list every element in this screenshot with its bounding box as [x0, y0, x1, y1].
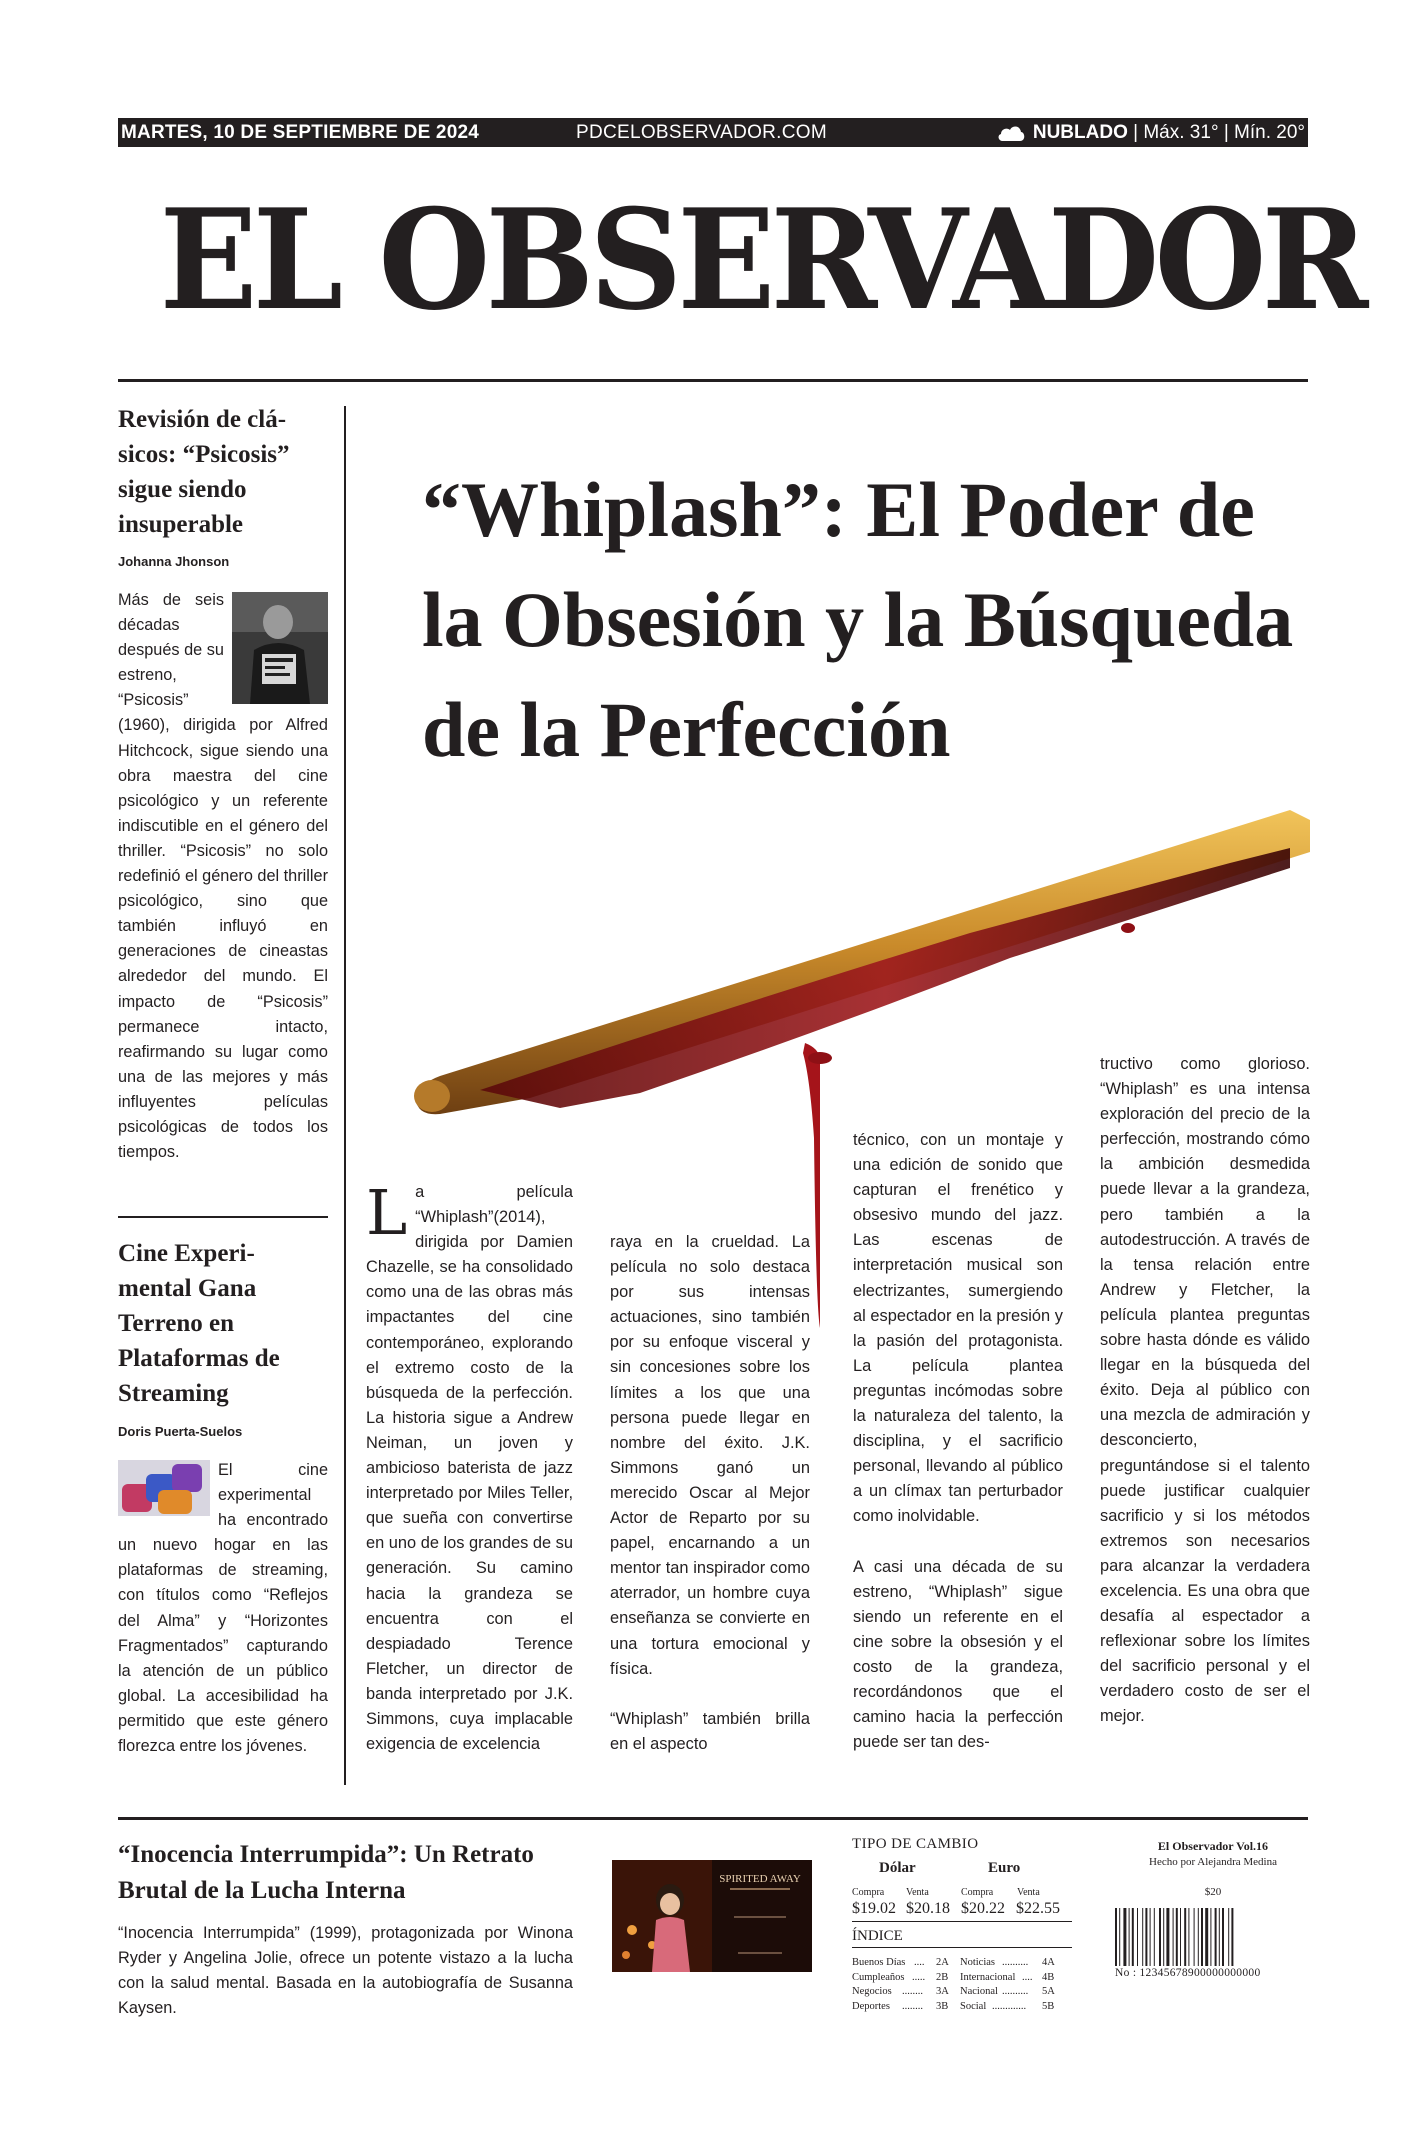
index-item-negocios[interactable]: Negocios [852, 1986, 892, 1997]
article-column-4 [1100, 1052, 1310, 1730]
barcode-bar [1210, 1908, 1211, 1966]
edition-author: Hecho por Alejandra Medina [1149, 1856, 1277, 1868]
website-link[interactable]: PDCELOBSERVADOR.COM [576, 121, 827, 143]
poster-title: SPIRITED AWAY [719, 1873, 801, 1885]
barcode-bar [1231, 1908, 1233, 1966]
sidebar-story2-body [118, 1458, 328, 1759]
barcode-bar [1129, 1908, 1130, 1966]
barcode-bar [1222, 1908, 1224, 1966]
article-col4-text: tructivo como glorioso. “Whiplash” es una intensa exploración del precio de la perfección, mostrando cómo la ambición desmedida puede llevar a la grandeza, pero también a la autodestrucción. A través de la tensa relación entre Andrew y Fletcher, la película plantea preguntas sobre hasta dónde es válido llegar en la búsqueda del éxito. Deja al público con una mezcla de admiración y desconcierto, preguntándose si el talento puede justificar cualquier sacrificio y si los métodos extremos son necesarios para alcanzar la verdadera excelencia. Es una obra que desafía al espectador a reflexionar sobre los límites del sacrificio personal y el verdadero costo de ser el mejor. [1100, 1055, 1310, 1726]
hitchcock-photo [232, 592, 328, 704]
barcode-bar [1188, 1908, 1189, 1966]
barcode-image [1115, 1908, 1293, 1966]
barcode-bar [1173, 1908, 1174, 1966]
usd-buy-value: $19.02 [852, 1900, 896, 1917]
barcode-bar [1159, 1908, 1161, 1966]
bottom-story-body: “Inocencia Interrumpida” (1999), protagonizada por Winona Ryder y Angelina Jolie, ofrece un potente vistazo a la lucha con la salud mental. Basada en la autobiografía de Susanna Kaysen. [118, 1924, 573, 2017]
streaming-apps-photo [118, 1460, 210, 1516]
barcode-bar [1142, 1908, 1143, 1966]
barcode-bar [1166, 1908, 1169, 1966]
article-col1-text: a película “Whiplash”(2014), dirigida por Damien Chazelle, se ha consolidado como una de las obras más impactantes del cine contemporáneo, explorando el extremo costo de la búsqueda de la perfección. La historia sigue a Andrew Neiman, un joven y ambicioso baterista de jazz interpretado por Miles Teller, que sueña con convertirse en uno de los grandes de su generación. Su camino hacia la grandeza se encuentra con el despiadado Terence Fletcher, un director de banda interpretado por J.K. Simmons, cuya implacable exigencia de excelencia [366, 1183, 573, 1754]
sidebar-story2-text: El cine experimental ha encontrado un nuevo hogar en las plataformas de streaming, con títulos como “Reflejos del Alma” y “Horizontes Fragmentados” capturando la atención de un público global. La accesibilidad ha permitido que este género florezca entre los jóvenes. [118, 1461, 328, 1756]
masthead-title: EL OBSERVADOR [159, 178, 1364, 341]
eur-buy-value: $20.22 [961, 1900, 1005, 1917]
article-column-3 [853, 1128, 1063, 1755]
barcode-bar [1119, 1908, 1120, 1966]
barcode-bar [1145, 1908, 1147, 1966]
sidebar-story1-text: Más de seis décadas después de su estreno, “Psicosis” (1960), dirigida por Alfred Hitchcock, sigue siendo una obra maestra del cine psicológico y un referente indiscutible en el género del thriller. “Psicosis” no solo redefinió el género del thriller psicológico, sino que también influyó en generaciones de cineastas alrededor del mundo. El impacto de “Psicosis” permanece intacto, reafirmando su lugar como una de las mejores y más influyentes películas psicológicas de todos los tiempos. [118, 591, 328, 1162]
eur-sell-label: Venta [1017, 1887, 1040, 1898]
usd-buy-label: Compra [852, 1887, 885, 1898]
barcode-bar [1194, 1908, 1195, 1966]
bottom-story-title: “Inocencia Interrumpida”: Un Retrato Brutal de la Lucha Interna [118, 1841, 534, 1904]
exchange-rate-box [852, 1836, 1072, 2012]
index-list: Buenos Días .... 2A Noticias .......... 4A Cumpleaños ..... 2B Internacional .... 4B Negocios ........ 3A Nacional .......... 5A Deportes ........ 3B Social ............. 5B [852, 1956, 1072, 2014]
eur-buy-label: Compra [961, 1887, 994, 1898]
cloud-icon [996, 124, 1026, 142]
barcode-number: No : 12345678900000000000 [1115, 1967, 1261, 1979]
barcode-bar [1154, 1908, 1155, 1966]
barcode-bar [1205, 1908, 1208, 1966]
barcode-bar [1184, 1908, 1186, 1966]
index-item-deportes[interactable]: Deportes [852, 2000, 890, 2012]
barcode-bar [1219, 1908, 1220, 1966]
sidebar-story2-title: Cine Experi- mental Gana Terreno en Plataformas de Streaming [118, 1240, 280, 1407]
index-item-noticias[interactable]: Noticias [960, 1957, 995, 1968]
edition-info [1118, 1839, 1308, 1898]
edition-price: $20 [1204, 1886, 1222, 1898]
usd-sell-value: $20.18 [906, 1900, 950, 1917]
barcode-bar [1115, 1908, 1117, 1966]
index-item-buenos-dias[interactable]: Buenos Días [852, 1957, 906, 1968]
barcode-bar [1215, 1908, 1217, 1966]
sidebar-story1-author: Johanna Jhonson [118, 554, 230, 569]
sidebar-divider [118, 1216, 328, 1218]
issue-date: MARTES, 10 DE SEPTIEMBRE DE 2024 [121, 121, 480, 143]
sidebar-story1-body [118, 588, 328, 1165]
barcode-bar [1150, 1908, 1151, 1966]
index-item-internacional[interactable]: Internacional [960, 1971, 1016, 1983]
eur-sell-value: $22.55 [1016, 1900, 1060, 1917]
barcode-bar [1201, 1908, 1203, 1966]
barcode-bar [1123, 1908, 1126, 1966]
barcode-bar [1198, 1908, 1199, 1966]
masthead-rule [118, 379, 1308, 382]
article-col2-p1: raya en la crueldad. La película no solo destaca por sus intensas actuaciones, sino también por su enfoque visceral y sin concesiones sobre los límites a los que una persona puede llegar en nombre del éxito. J.K. Simmons ganó un merecido Oscar al Mejor Actor de Reparto por su papel, encarnando a un mentor tan inspirador como aterrador, un hombre cuya enseñanza se convierte en una tortura emocional y física. [610, 1233, 810, 1678]
weather-info [996, 122, 1305, 144]
sidebar-story1-title: Revisión de clá- sicos: “Psicosis” sigue siendo insuperable [118, 406, 290, 538]
main-headline: “Whiplash”: El Poder de la Obsesión y la Búsqueda de la Perfección [422, 466, 1294, 773]
barcode-bar [1180, 1908, 1181, 1966]
weather-temps: | Máx. 31° | Mín. 20° [1127, 121, 1305, 143]
exchange-title: TIPO DE CAMBIO [852, 1836, 979, 1852]
spirited-away-poster [612, 1860, 812, 1972]
index-rule [852, 1947, 1072, 1948]
index-item-nacional[interactable]: Nacional [960, 1986, 998, 1997]
article-column-1 [366, 1176, 573, 1757]
euro-label: Euro [988, 1860, 1021, 1876]
sidebar-vertical-rule [344, 406, 346, 1785]
index-item-social[interactable]: Social [960, 2000, 987, 2012]
edition-volume: El Observador Vol.16 [1157, 1839, 1269, 1853]
top-info-bar [118, 118, 1308, 147]
barcode-bar [1137, 1908, 1138, 1966]
footer-rule [118, 1817, 1308, 1820]
weather-condition: NUBLADO [1032, 121, 1128, 143]
article-col3-p1: técnico, con un montaje y una edición de sonido que capturan el frenético y obsesivo mundo del jazz. Las escenas de interpretación musical son electrizantes, sumergiendo al espectador en la presión y la pasión del protagonista. La película plantea preguntas incómodas sobre la naturaleza del talento, la disciplina, y el sacrificio personal, llevando al público a un clímax tan perturbador como inolvidable. [853, 1131, 1063, 1526]
usd-sell-label: Venta [906, 1887, 929, 1898]
drop-cap: L [366, 1176, 408, 1249]
index-title: ÍNDICE [852, 1928, 903, 1944]
article-column-2 [610, 1230, 810, 1757]
barcode-bar [1132, 1908, 1134, 1966]
barcode-bar [1163, 1908, 1164, 1966]
barcode-bar [1228, 1908, 1229, 1966]
article-col3-p2: A casi una década de su estreno, “Whiplash” sigue siendo un referente en el cine sobre la obsesión y el costo de la grandeza, recordándonos que el camino hacia la perfección puede ser tan des- [853, 1557, 1063, 1752]
barcode-bar [1176, 1908, 1178, 1966]
sidebar-story2-author: Doris Puerta-Suelos [118, 1424, 243, 1439]
article-col2-p2: “Whiplash” también brilla en el aspecto [610, 1709, 810, 1753]
dollar-label: Dólar [879, 1860, 916, 1876]
index-item-cumpleanos[interactable]: Cumpleaños [852, 1971, 905, 1983]
